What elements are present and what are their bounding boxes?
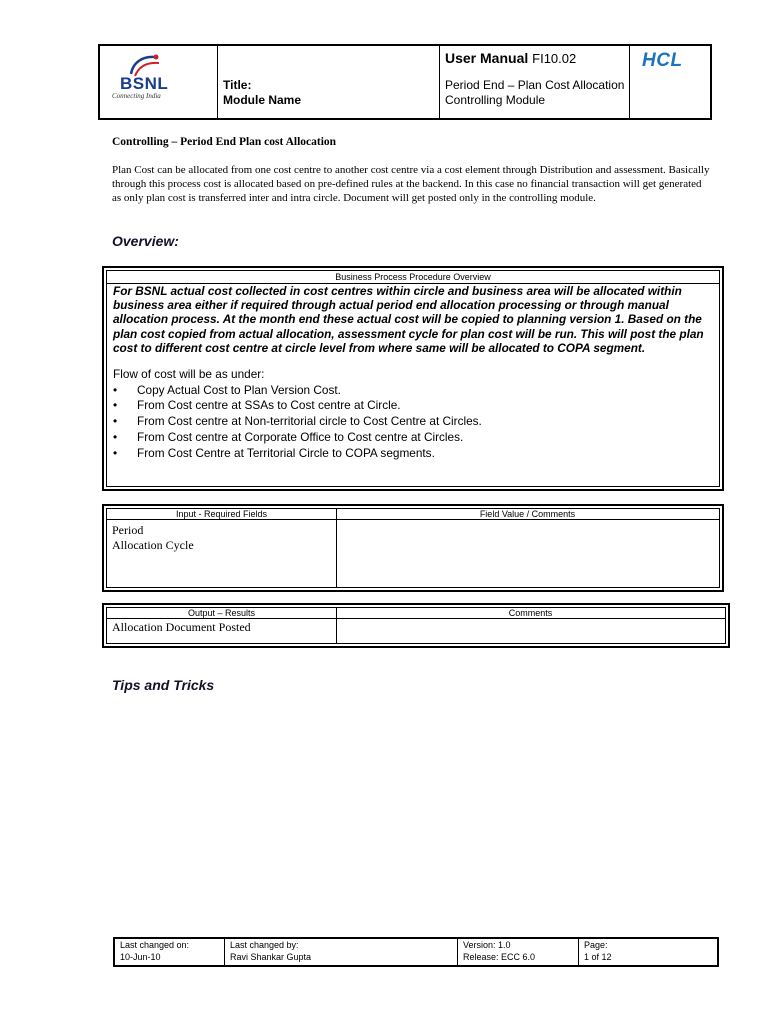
output-col2-header: Comments (336, 608, 725, 619)
input-col2-header: Field Value / Comments (336, 509, 719, 520)
document-footer (113, 937, 719, 967)
flow-list (107, 383, 719, 463)
overview-inner (106, 270, 720, 487)
flow-intro: Flow of cost will be as under: (113, 367, 265, 382)
footer-last-changed-on (115, 939, 225, 965)
hcl-logo: HCL (642, 50, 683, 71)
input-row-period: Period (112, 523, 144, 537)
version-text: Version: 1.0 (463, 940, 511, 950)
last-changed-on-label: Last changed on: (120, 940, 190, 950)
last-changed-by-value: Ravi Shankar Gupta (230, 952, 312, 962)
overview-heading: Overview: (112, 233, 179, 249)
module-label: Module Name (223, 93, 302, 107)
column-divider (336, 509, 337, 587)
footer-page (579, 939, 717, 965)
bsnl-logo-text: BSNL (120, 74, 169, 93)
release-text: Release: ECC 6.0 (463, 952, 536, 962)
bsnl-tagline: Connecting India (112, 92, 161, 100)
list-item: • From Cost centre at Non-territorial circle to Cost Centre at Circles. (113, 414, 719, 430)
output-table (102, 603, 730, 648)
footer-version (458, 939, 579, 965)
input-table-inner (106, 508, 720, 588)
list-item: • Copy Actual Cost to Plan Version Cost. (113, 383, 719, 399)
title-value: Period End – Plan Cost Allocation (445, 78, 625, 92)
last-changed-on-value: 10-Jun-10 (120, 952, 161, 962)
footer-last-changed-by (225, 939, 458, 965)
overview-box (102, 266, 724, 491)
manual-title (445, 50, 576, 66)
hcl-logo-cell (630, 46, 710, 118)
tips-heading: Tips and Tricks (112, 677, 215, 693)
list-item: • From Cost centre at Corporate Office to Cost centre at Circles. (113, 430, 719, 446)
output-col1-header: Output – Results (107, 608, 336, 619)
output-row-document: Allocation Document Posted (112, 620, 251, 634)
title-label: Title: (223, 78, 252, 92)
overview-bold-text: For BSNL actual cost collected in cost centres within circle and business area will be allocated within business area either if required through actual period end allocation processing or through manual allocation process. At the month end these actual cost will be copied to planning version 1. Based on the plan cost copied from actual allocation, assessment cycle for plan cost will be run. This will post the plan cost to different cost centre at circle level from where same will be allocated to COPA segment. (113, 284, 704, 355)
logo-cell (100, 46, 218, 118)
page-value: 1 of 12 (584, 952, 612, 962)
last-changed-by-label: Last changed by: (230, 940, 299, 950)
intro-paragraph: Plan Cost can be allocated from one cost centre to another cost centre via a cost element through Distribution and assessment. Basically through this process cost is allocated based on pre-defined rules at the backend. In this case no financial transaction will get generated as only plan cost is transferred inter and intra circle. Document will get posted only in the controlling module. (112, 164, 710, 205)
input-row-allocation-cycle: Allocation Cycle (112, 538, 194, 552)
output-table-inner (106, 607, 726, 644)
manual-cell (440, 46, 630, 118)
title-cell (218, 46, 440, 118)
list-item: • From Cost centre at SSAs to Cost centre at Circle. (113, 398, 719, 414)
column-divider (336, 608, 337, 643)
document-header (98, 44, 712, 120)
manual-title-text: User Manual (445, 50, 529, 66)
list-item: • From Cost Centre at Territorial Circle to COPA segments. (113, 446, 719, 462)
overview-box-header: Business Process Procedure Overview (107, 271, 719, 284)
manual-code: FI10.02 (532, 51, 577, 66)
module-value: Controlling Module (445, 93, 546, 107)
section-title: Controlling – Period End Plan cost Allocation (112, 136, 337, 148)
input-table (102, 504, 724, 592)
page-label: Page: (584, 940, 608, 950)
input-col1-header: Input - Required Fields (107, 509, 336, 520)
